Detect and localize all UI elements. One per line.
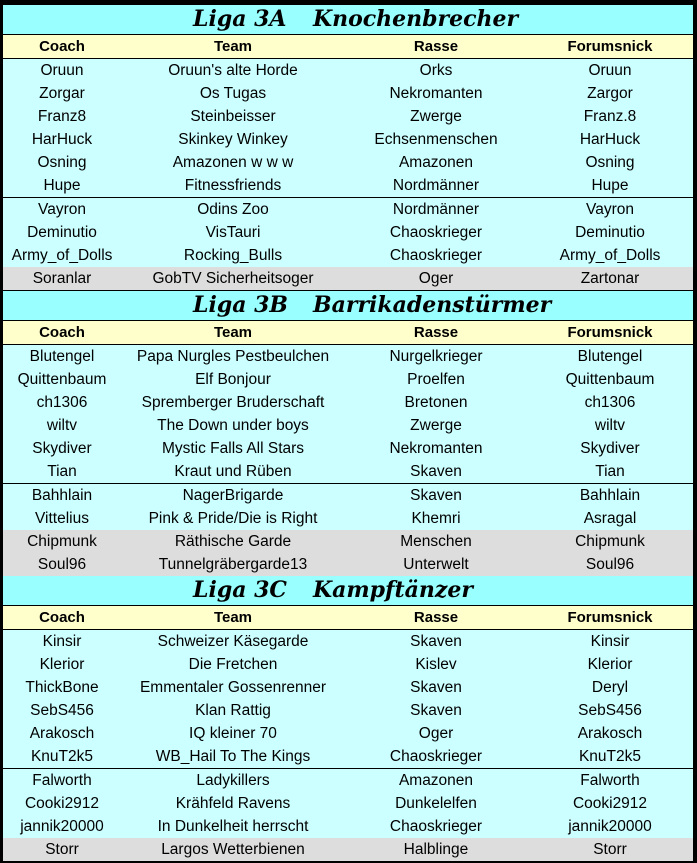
race-cell: Chaoskrieger: [389, 748, 483, 765]
coach-cell: Blutengel: [29, 348, 95, 365]
race-cell: Skaven: [410, 633, 462, 650]
forumsnick-cell: Deryl: [591, 679, 629, 696]
coach-cell: Deminutio: [27, 224, 97, 241]
team-cell: Fitnessfriends: [184, 177, 282, 194]
team-cell: Tunnelgräbergarde13: [158, 556, 308, 573]
race-cell: Oger: [418, 725, 454, 742]
league-code: Liga 3A: [193, 6, 287, 32]
coach-cell: ch1306: [36, 394, 88, 411]
column-header-forumsnick: Forumsnick: [567, 38, 653, 55]
column-header-row: [3, 35, 693, 58]
coach-cell: Oruun: [40, 62, 84, 79]
column-header-race: Rasse: [413, 324, 459, 341]
forumsnick-cell: Klerior: [587, 656, 633, 673]
forumsnick-cell: Deminutio: [575, 224, 645, 241]
forumsnick-cell: Arakosch: [577, 725, 643, 742]
column-header-race: Rasse: [413, 38, 459, 55]
team-cell: Os Tugas: [199, 85, 267, 102]
league-name: Kampftänzer: [313, 577, 473, 603]
column-header-team: Team: [213, 324, 253, 341]
coach-cell: Chipmunk: [27, 533, 97, 550]
column-header-row: [3, 321, 693, 344]
column-header-team: Team: [213, 38, 253, 55]
team-cell: In Dunkelheit herrscht: [157, 818, 309, 835]
league-section: [3, 291, 693, 576]
forumsnick-cell: Bahhlain: [579, 487, 641, 504]
team-cell: Krähfeld Ravens: [175, 795, 291, 812]
forumsnick-cell: Quittenbaum: [565, 371, 655, 388]
table-row: [3, 437, 693, 460]
coach-cell: SebS456: [30, 702, 94, 719]
race-cell: Halblinge: [403, 841, 469, 858]
race-cell: Chaoskrieger: [389, 818, 483, 835]
team-cell: Largos Wetterbienen: [161, 841, 305, 858]
team-cell: Elf Bonjour: [195, 371, 271, 388]
race-cell: Khemri: [411, 510, 461, 527]
table-row: [3, 699, 693, 722]
race-cell: Skaven: [410, 702, 462, 719]
column-header-coach: Coach: [39, 609, 85, 626]
forumsnick-cell: Skydiver: [580, 440, 640, 457]
forumsnick-cell: ch1306: [584, 394, 636, 411]
league-code: Liga 3B: [193, 292, 289, 318]
team-cell: WB_Hail To The Kings: [155, 748, 311, 765]
team-cell: Kraut und Rüben: [174, 463, 292, 480]
coach-cell: jannik20000: [20, 818, 104, 835]
team-cell: Mystic Falls All Stars: [161, 440, 305, 457]
coach-cell: Army_of_Dolls: [11, 247, 113, 264]
coach-cell: Hupe: [43, 177, 81, 194]
table-row: [3, 722, 693, 745]
forumsnick-cell: Tian: [595, 463, 625, 480]
table-row: [3, 368, 693, 391]
table-row: [3, 745, 693, 768]
table-row: [3, 769, 693, 792]
table-row: [3, 792, 693, 815]
team-cell: The Down under boys: [157, 417, 309, 434]
team-cell: Klan Rattig: [195, 702, 271, 719]
race-cell: Skaven: [410, 679, 462, 696]
column-header-forumsnick: Forumsnick: [567, 324, 653, 341]
race-cell: Kislev: [415, 656, 457, 673]
coach-cell: KnuT2k5: [30, 748, 94, 765]
forumsnick-cell: Army_of_Dolls: [559, 247, 661, 264]
table-row: [3, 345, 693, 368]
team-cell: VisTauri: [205, 224, 261, 241]
column-header-team: Team: [213, 609, 253, 626]
table-row: [3, 244, 693, 267]
forumsnick-cell: Vayron: [586, 201, 634, 218]
coach-cell: HarHuck: [31, 131, 93, 148]
forumsnick-cell: HarHuck: [579, 131, 641, 148]
forumsnick-cell: Osning: [585, 154, 635, 171]
race-cell: Chaoskrieger: [389, 224, 483, 241]
coach-cell: Franz8: [37, 108, 87, 125]
league-section: [3, 576, 693, 861]
table-row: [3, 391, 693, 414]
forumsnick-cell: Chipmunk: [575, 533, 645, 550]
coach-cell: Vayron: [38, 201, 86, 218]
race-cell: Nordmänner: [392, 177, 480, 194]
table-row: [3, 630, 693, 653]
team-cell: Schweizer Käsegarde: [157, 633, 309, 650]
race-cell: Oger: [418, 270, 454, 287]
race-cell: Nekromanten: [389, 85, 483, 102]
coach-cell: Osning: [37, 154, 87, 171]
team-cell: Oruun's alte Horde: [168, 62, 298, 79]
table-row: [3, 59, 693, 82]
coach-cell: Kinsir: [42, 633, 82, 650]
forumsnick-cell: Soul96: [585, 556, 635, 573]
team-cell: Odins Zoo: [197, 201, 269, 218]
table-row: [3, 815, 693, 838]
team-cell: Räthische Garde: [174, 533, 292, 550]
race-cell: Zwerge: [410, 417, 462, 434]
league-name: Knochenbrecher: [313, 6, 519, 32]
coach-cell: Klerior: [39, 656, 85, 673]
forumsnick-cell: KnuT2k5: [578, 748, 642, 765]
coach-cell: Tian: [47, 463, 77, 480]
table-row: [3, 838, 693, 861]
race-cell: Amazonen: [398, 154, 474, 171]
column-header-race: Rasse: [413, 609, 459, 626]
team-cell: IQ kleiner 70: [189, 725, 277, 742]
race-cell: Skaven: [410, 487, 462, 504]
table-row: [3, 267, 693, 290]
coach-cell: Zorgar: [39, 85, 85, 102]
table-row: [3, 507, 693, 530]
race-cell: Bretonen: [404, 394, 468, 411]
race-cell: Proelfen: [407, 371, 465, 388]
race-cell: Nurgelkrieger: [389, 348, 483, 365]
coach-cell: Bahhlain: [31, 487, 93, 504]
team-cell: Amazonen w w w: [172, 154, 294, 171]
table-row: [3, 82, 693, 105]
team-cell: Emmentaler Gossenrenner: [139, 679, 327, 696]
race-cell: Unterwelt: [403, 556, 469, 573]
team-cell: Spremberger Bruderschaft: [141, 394, 325, 411]
column-header-forumsnick: Forumsnick: [567, 609, 653, 626]
coach-cell: Storr: [45, 841, 79, 858]
coach-cell: ThickBone: [25, 679, 99, 696]
forumsnick-cell: Blutengel: [577, 348, 643, 365]
forumsnick-cell: Cooki2912: [572, 795, 648, 812]
race-cell: Amazonen: [398, 772, 474, 789]
coach-cell: Falworth: [32, 772, 92, 789]
race-cell: Dunkelelfen: [395, 795, 477, 812]
coach-cell: Soranlar: [32, 270, 92, 287]
coach-cell: Cooki2912: [24, 795, 100, 812]
league-section: [3, 5, 693, 290]
forumsnick-cell: SebS456: [578, 702, 642, 719]
forumsnick-cell: wiltv: [594, 417, 626, 434]
table-row: [3, 105, 693, 128]
league-code: Liga 3C: [193, 577, 287, 603]
table-row: [3, 553, 693, 576]
forumsnick-cell: Franz.8: [583, 108, 637, 125]
team-cell: NagerBrigarde: [182, 487, 284, 504]
forumsnick-cell: Storr: [593, 841, 627, 858]
table-row: [3, 151, 693, 174]
coach-cell: wiltv: [46, 417, 78, 434]
race-cell: Skaven: [410, 463, 462, 480]
table-row: [3, 128, 693, 151]
forumsnick-cell: Kinsir: [590, 633, 630, 650]
table-row: [3, 460, 693, 483]
forumsnick-cell: Zargor: [587, 85, 633, 102]
league-title: [3, 5, 693, 34]
team-cell: Skinkey Winkey: [178, 131, 288, 148]
coach-cell: Skydiver: [32, 440, 92, 457]
team-cell: Rocking_Bulls: [183, 247, 283, 264]
race-cell: Nordmänner: [392, 201, 480, 218]
coach-cell: Vittelius: [35, 510, 89, 527]
race-cell: Orks: [419, 62, 453, 79]
coach-cell: Soul96: [37, 556, 87, 573]
table-row: [3, 484, 693, 507]
forumsnick-cell: Zartonar: [580, 270, 640, 287]
team-cell: Ladykillers: [196, 772, 270, 789]
race-cell: Nekromanten: [389, 440, 483, 457]
team-cell: Die Fretchen: [188, 656, 278, 673]
table-row: [3, 653, 693, 676]
table-row: [3, 676, 693, 699]
table-row: [3, 530, 693, 553]
coach-cell: Quittenbaum: [17, 371, 107, 388]
team-cell: Papa Nurgles Pestbeulchen: [136, 348, 330, 365]
team-cell: GobTV Sicherheitsoger: [152, 270, 314, 287]
team-cell: Steinbeisser: [190, 108, 276, 125]
race-cell: Echsenmenschen: [374, 131, 498, 148]
league-title: [3, 291, 693, 320]
race-cell: Menschen: [400, 533, 472, 550]
forumsnick-cell: Oruun: [588, 62, 632, 79]
column-header-coach: Coach: [39, 38, 85, 55]
coach-cell: Arakosch: [29, 725, 95, 742]
forumsnick-cell: Hupe: [591, 177, 629, 194]
table-row: [3, 198, 693, 221]
table-row: [3, 174, 693, 197]
forumsnick-cell: Asragal: [583, 510, 637, 527]
team-cell: Pink & Pride/Die is Right: [148, 510, 318, 527]
race-cell: Chaoskrieger: [389, 247, 483, 264]
league-title: [3, 576, 693, 605]
race-cell: Zwerge: [410, 108, 462, 125]
league-name: Barrikadenstürmer: [313, 292, 552, 318]
table-row: [3, 414, 693, 437]
column-header-row: [3, 606, 693, 629]
column-header-coach: Coach: [39, 324, 85, 341]
forumsnick-cell: Falworth: [580, 772, 640, 789]
table-row: [3, 221, 693, 244]
forumsnick-cell: jannik20000: [568, 818, 652, 835]
